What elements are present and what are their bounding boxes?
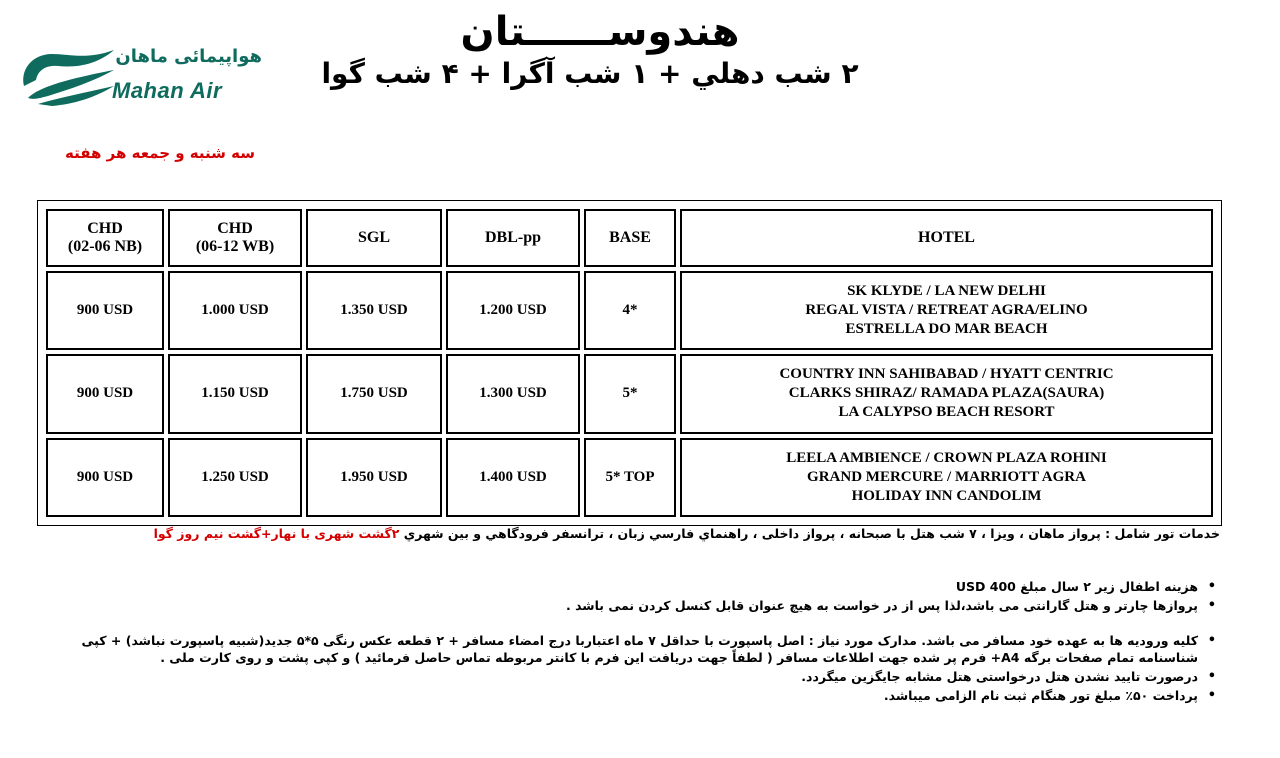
- price-sgl: 1.750 USD: [306, 354, 442, 433]
- mahan-air-logo: [18, 40, 268, 110]
- hotel-names: [680, 354, 1213, 433]
- page-title: هندوســــــتان: [460, 9, 740, 55]
- hotel-base: 5*: [584, 354, 676, 433]
- note-item: • هزینه اطفال زیر ۲ سال مبلغ 400 USD: [60, 578, 1220, 595]
- price-chd-infant: 900 USD: [46, 438, 164, 517]
- table-row: [46, 438, 1213, 517]
- logo-english-text: Mahan Air: [112, 78, 223, 103]
- header-chd-infant-line2: (02-06 NB): [67, 238, 143, 255]
- note-item: • کلیه ورودیه ها به عهده خود مسافر می باشد. مدارک مورد نیاز : اصل پاسپورت با حداقل ۷ ماه اعتباربا درج امضاء مسافر + ۲ قطعه عکس رنگی ۵*۵ جدید(شبیه پاسپورت نباشد) + کپی شناسنامه تمام صفحات برگه A4+ فرم پر شده جهت اطلاعات مسافر ( لطفاً جهت دریافت این فرم با کانتر مربوطه تماس حاصل فرمائید ) و کپی پشت و روی کارت ملی .: [60, 632, 1220, 666]
- header-base: BASE: [584, 209, 676, 267]
- price-chd-child: 1.150 USD: [168, 354, 302, 433]
- hotel-line: ESTRELLA DO MAR BEACH: [845, 321, 1048, 338]
- page-subtitle: ۲ شب دهلي + ۱ شب آگرا + ۴ شب گوا: [321, 57, 859, 90]
- hotel-line: SK KLYDE / LA NEW DELHI: [847, 283, 1046, 300]
- note-item: • پرداخت ۵۰٪ مبلغ تور هنگام ثبت نام الزامی میباشد.: [60, 687, 1220, 704]
- price-table-frame: [37, 200, 1222, 526]
- hotel-line: LA CALYPSO BEACH RESORT: [838, 404, 1055, 421]
- price-dbl: 1.300 USD: [446, 354, 580, 433]
- header-chd-child-line1: CHD: [217, 220, 253, 237]
- tour-services: [100, 525, 1220, 543]
- price-sgl: 1.350 USD: [306, 271, 442, 350]
- note-item: • درصورت تایید نشدن هتل درخواستی هتل مشابه جایگزین میگردد.: [60, 668, 1220, 685]
- price-chd-child: 1.250 USD: [168, 438, 302, 517]
- header-chd-child-line2: (06-12 WB): [195, 238, 275, 255]
- header-chd-infant-line1: CHD: [87, 220, 123, 237]
- hotel-base: 4*: [584, 271, 676, 350]
- header-dbl: DBL-pp: [446, 209, 580, 267]
- note-item: • پروازها چارتر و هتل گارانتی می باشد،لذا پس از در خواست به هیچ عنوان قابل کنسل کردن نمی باشد .: [60, 597, 1220, 614]
- services-highlight: ۲گشت شهری با نهار+گشت نیم روز گوا: [153, 526, 400, 541]
- price-dbl: 1.200 USD: [446, 271, 580, 350]
- logo-persian-text: هواپیمائی ماهان: [115, 46, 262, 67]
- price-table: [42, 205, 1217, 521]
- hotel-line: HOLIDAY INN CANDOLIM: [851, 487, 1042, 504]
- hotel-line: LEELA AMBIENCE / CROWN PLAZA ROHINI: [786, 449, 1107, 466]
- table-row: [46, 271, 1213, 350]
- hotel-line: COUNTRY INN SAHIBABAD / HYATT CENTRIC: [779, 366, 1114, 383]
- hotel-base: 5* TOP: [584, 438, 676, 517]
- price-chd-infant: 900 USD: [46, 271, 164, 350]
- table-header-row: [46, 209, 1213, 267]
- hotel-names: [680, 271, 1213, 350]
- mahan-bird-icon: [18, 40, 118, 110]
- price-chd-infant: 900 USD: [46, 354, 164, 433]
- header-chd-infant: [46, 209, 164, 267]
- hotel-line: GRAND MERCURE / MARRIOTT AGRA: [807, 468, 1086, 485]
- price-dbl: 1.400 USD: [446, 438, 580, 517]
- price-sgl: 1.950 USD: [306, 438, 442, 517]
- hotel-line: CLARKS SHIRAZ/ RAMADA PLAZA(SAURA): [788, 385, 1105, 402]
- hotel-names: [680, 438, 1213, 517]
- price-chd-child: 1.000 USD: [168, 271, 302, 350]
- header-hotel: HOTEL: [680, 209, 1213, 267]
- departure-days: سه شنبه و جمعه هر هفته: [65, 144, 255, 162]
- hotel-line: REGAL VISTA / RETREAT AGRA/ELINO: [805, 302, 1088, 319]
- table-row: [46, 354, 1213, 433]
- header-chd-child: [168, 209, 302, 267]
- header-sgl: SGL: [306, 209, 442, 267]
- services-text: خدمات تور شامل : پرواز ماهان ، ويزا ، ۷ شب هتل با صبحانه ، پرواز داخلی ، راهنماي فارسي زبان ، ترانسفر فرودگاهي و بين شهري: [403, 526, 1220, 541]
- notes-list: [60, 578, 1220, 706]
